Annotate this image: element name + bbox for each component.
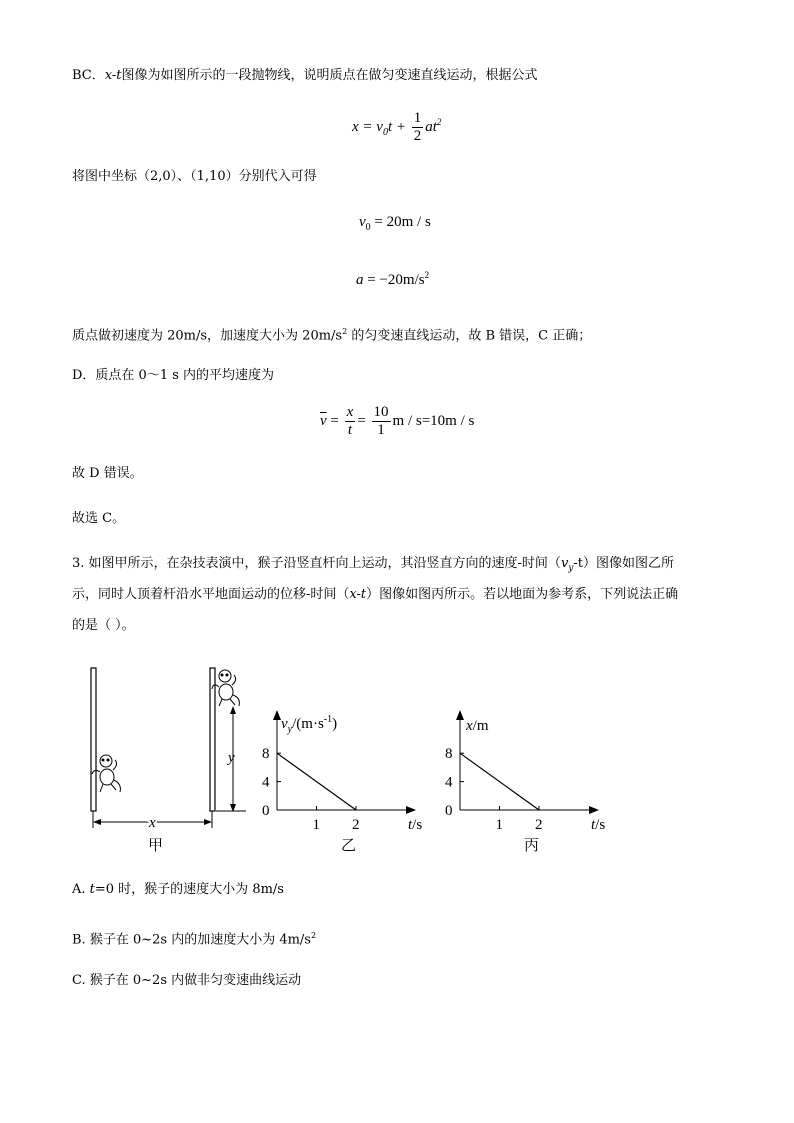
question-3-line-1 [72,554,674,579]
fraction-denominator: t [347,422,353,438]
y-tick-label: 4 [262,774,270,791]
chart-marks [460,753,539,810]
var-xt: x-t [104,68,122,83]
figure-caption-jia: 甲 [148,836,164,854]
y-tick-label: 0 [262,803,270,819]
x-tick-label: 2 [535,817,543,833]
y-tick-label: 4 [445,774,453,791]
fraction-numerator: 10 [373,404,389,420]
x-axis [277,806,416,814]
figure-caption-yi: 乙 [341,836,357,854]
y-tick-label: 0 [445,803,453,819]
eq-sup: 2 [436,116,442,127]
eq-sup: 2 [342,327,348,336]
fraction [372,404,391,439]
eq-part: v [359,214,366,230]
series-line [277,753,356,810]
eq-part: = [326,412,343,429]
eq-part: = −20m/s [363,272,425,288]
monkey-icon [212,670,239,706]
question-3-line-2 [72,585,678,605]
x-tick-label: 1 [312,817,320,833]
question-3-line-3: 的是（ ）。 [72,618,135,633]
var-t: t [89,882,95,897]
fraction [412,110,424,145]
y-axis [273,710,281,810]
eq-sup: 2 [310,931,317,940]
formula-displacement [352,110,441,145]
formula-a [356,270,429,289]
series-line [460,753,539,810]
formula-average-velocity [320,404,474,439]
figure-caption-bing: 丙 [524,836,540,854]
fraction-denominator: 2 [413,128,422,144]
var-v: v [560,556,569,571]
x-label: x [149,815,156,831]
option-b [72,926,316,950]
eq-part: a [356,272,364,288]
eq-part: x = v [352,118,383,135]
eq-part: at [425,118,437,135]
fraction-denominator: 1 [377,422,385,438]
fraction-numerator: x [346,404,354,420]
x-axis-label: t/s [591,817,606,833]
y-axis [456,710,464,810]
paragraph-text: 3. 如图甲所示，在杂技表演中，猴子沿竖直杆向上运动，其沿竖直方向的速度-时间（ [72,556,561,571]
paragraph-text: 的匀变速直线运动，故 B 错误，C 正确； [347,328,592,344]
var-xt: x-t [349,587,367,602]
option-text: B. 猴子在 0~2s 内的加速度大小为 4m/s [72,932,311,948]
eq-part: = 20m / s [370,214,431,230]
paragraph-d: D．质点在 0～1 s 内的平均速度为 [72,368,275,383]
formula-v0 [359,214,431,233]
figure-jia [70,660,260,860]
paragraph-text: -t）图像如图乙所 [573,556,675,571]
pole-left [91,668,96,811]
eq-part: t + [387,118,406,135]
var-sub: y [568,563,574,574]
eq-sup: 2 [424,270,430,280]
paragraph-text: 示，同时人顶着杆沿水平地面运动的位移-时间（ [72,587,350,602]
paragraph-conclusion [72,322,591,346]
paragraph-bc [72,66,538,86]
eq-part: m / s=10m / s [392,412,475,429]
paragraph-text: 图像为如图所示的一段抛物线，说明质点在做匀变速直线运动，根据公式 [121,68,538,83]
x-axis-label: t/s [408,817,423,833]
chart-marks [277,753,356,810]
paragraph-substitute: 将图中坐标（2,0）、（1,10）分别代入可得 [72,169,317,184]
fraction-numerator: 1 [413,110,422,126]
eq-part: = [357,412,366,429]
y-tick-label: 8 [445,746,453,763]
option-a [72,880,284,900]
x-axis [460,806,599,814]
paragraph-text: ）图像如图丙所示。若以地面为参考系，下列说法正确 [366,587,679,602]
option-text: A. [72,882,90,897]
option-prefix: BC． [72,68,105,83]
fraction [345,404,356,439]
chart-yi [250,700,440,860]
eq-sub: 0 [365,222,371,233]
y-label: y [228,750,235,766]
eq-sub: 0 [382,126,388,138]
y-axis-label: x/m [466,718,489,734]
option-c: C. 猴子在 0~2s 内做非匀变速曲线运动 [72,973,302,988]
y-axis-label: $v_y/(m\cdot s^{-1})$ [281,714,338,735]
x-tick-label: 1 [495,817,503,833]
paragraph-answer: 故选 C。 [72,511,126,526]
y-tick-label: 8 [262,746,270,763]
chart-bing [433,700,623,860]
paragraph-text: 质点做初速度为 20m/s，加速度大小为 20m/s [72,328,343,344]
eq-vbar: $\overline{v}$ [320,412,327,429]
paragraph-d-wrong: 故 D 错误。 [72,466,143,481]
option-text: =0 时，猴子的速度大小为 8m/s [94,882,284,897]
x-tick-label: 2 [352,817,360,833]
pole-right [210,668,215,811]
